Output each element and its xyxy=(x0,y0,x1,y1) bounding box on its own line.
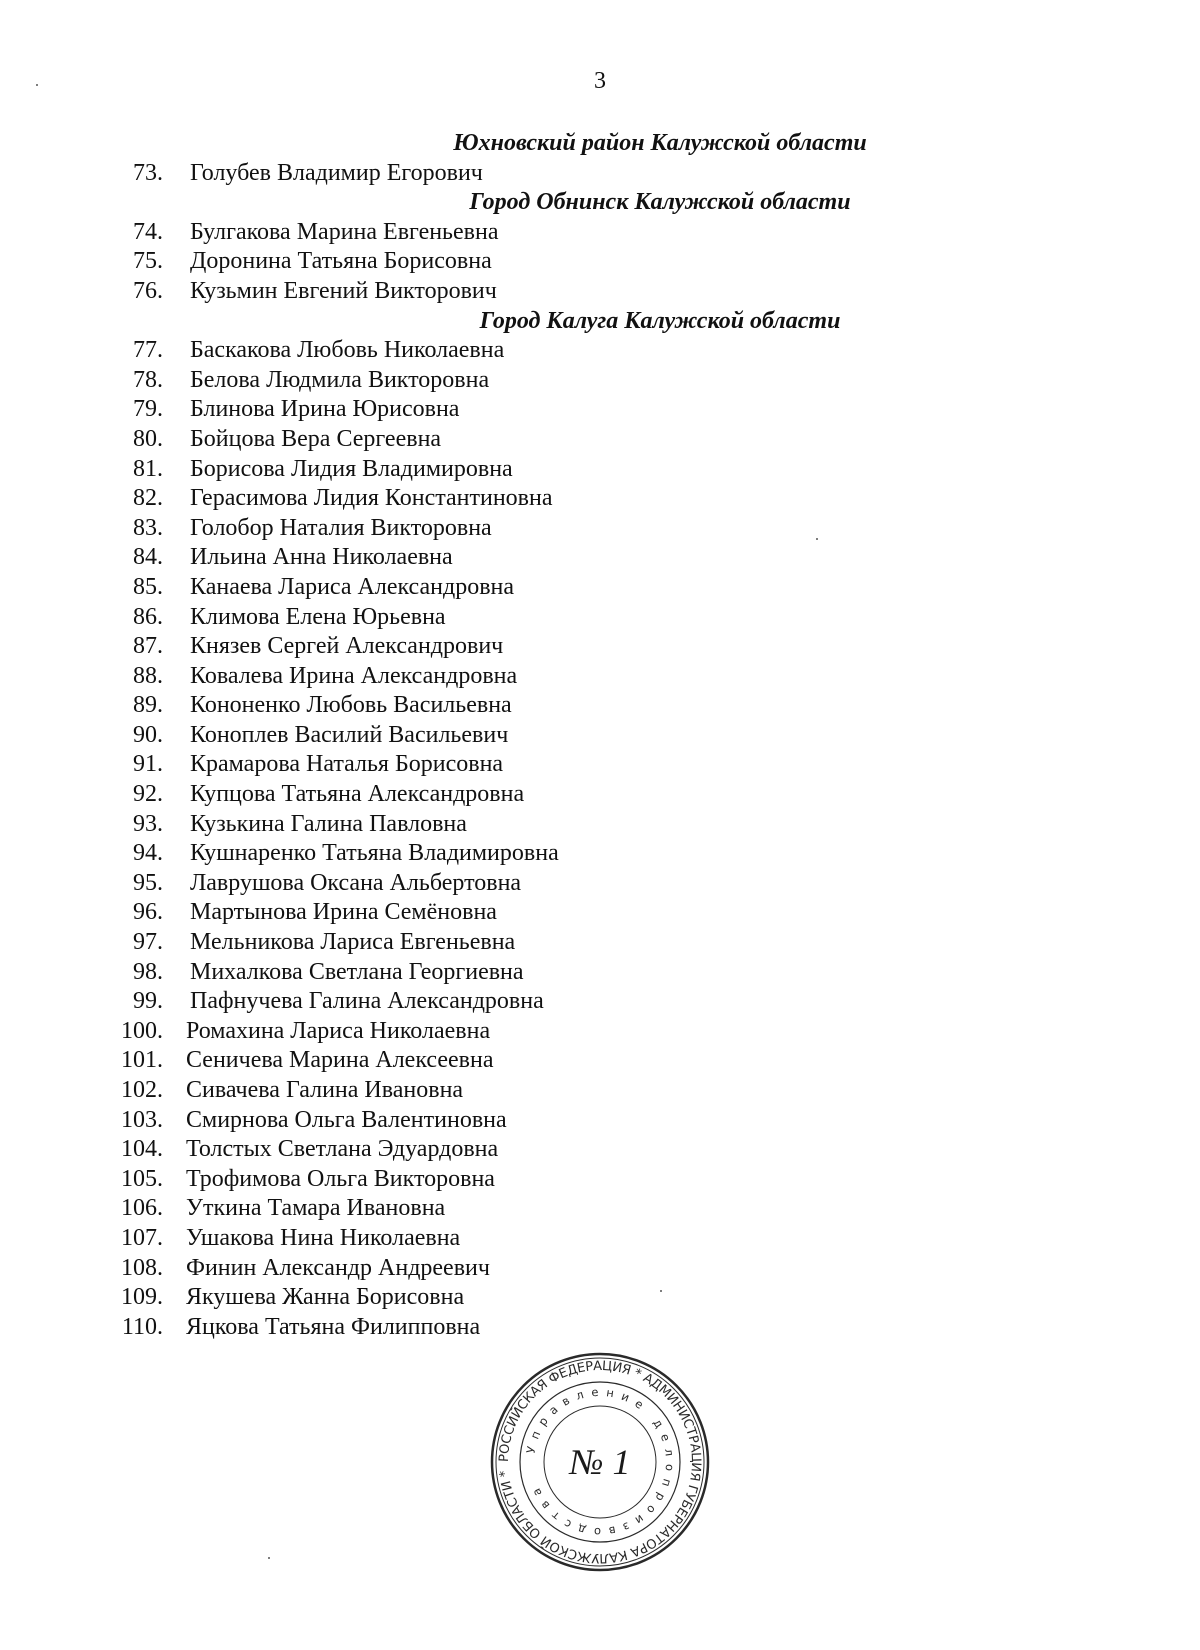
list-item xyxy=(0,1313,1200,1343)
seal-inner-text: Управление делопроизводства xyxy=(523,1384,678,1540)
list-item-name: Ковалева Ирина Александровна xyxy=(190,662,518,689)
list-item-name: Борисова Лидия Владимировна xyxy=(190,455,513,482)
list-item xyxy=(0,1283,1200,1313)
list-item-name: Кузьмин Евгений Викторович xyxy=(190,277,497,304)
list-item xyxy=(0,1046,1200,1076)
section-heading: Юхновский район Калужской области xyxy=(453,130,867,156)
list-item-number: 104. xyxy=(121,1136,163,1163)
list-item-number: 91. xyxy=(133,751,163,778)
list-item-name: Трофимова Ольга Викторовна xyxy=(186,1165,495,1192)
list-item-name: Кононенко Любовь Васильевна xyxy=(190,692,512,719)
list-item-name: Толстых Светлана Эдуардовна xyxy=(186,1136,499,1163)
list-item-name: Сивачева Галина Ивановна xyxy=(186,1077,464,1103)
official-seal xyxy=(488,1350,712,1574)
list-item-name: Голубев Владимир Егорович xyxy=(190,159,483,186)
list-item-name: Мартынова Ирина Семёновна xyxy=(190,899,497,926)
list-item xyxy=(0,247,1200,277)
list-item-number: 81. xyxy=(133,455,163,482)
list-item-number: 89. xyxy=(133,692,163,719)
list-item-number: 88. xyxy=(133,662,163,689)
list-item-number: 90. xyxy=(133,721,163,748)
list-item-name: Кузькина Галина Павловна xyxy=(190,810,467,837)
scan-speck xyxy=(660,1290,662,1292)
list-item xyxy=(0,336,1200,366)
list-item-name: Блинова Ирина Юрисовна xyxy=(190,396,460,423)
list-item-name: Яцкова Татьяна Филипповна xyxy=(186,1313,481,1340)
list-item xyxy=(0,780,1200,810)
list-item-number: 108. xyxy=(121,1254,163,1281)
list-item-name: Лаврушова Оксана Альбертовна xyxy=(190,869,522,896)
list-item xyxy=(0,395,1200,425)
list-item xyxy=(0,218,1200,248)
list-item-name: Якушева Жанна Борисовна xyxy=(186,1284,465,1311)
list-item-number: 79. xyxy=(133,396,163,423)
list-item xyxy=(0,987,1200,1017)
list-item-number: 80. xyxy=(133,425,163,452)
list-item xyxy=(0,1106,1200,1136)
list-item-number: 78. xyxy=(133,366,163,393)
list-item-number: 75. xyxy=(133,248,163,275)
list-item-name: Ромахина Лариса Николаевна xyxy=(186,1017,491,1044)
list-item-number: 73. xyxy=(133,159,163,186)
list-item-name: Сеничева Марина Алексеевна xyxy=(186,1047,494,1074)
list-item xyxy=(0,750,1200,780)
list-item-number: 84. xyxy=(133,544,163,571)
list-item xyxy=(0,277,1200,307)
list-item-name: Михалкова Светлана Георгиевна xyxy=(190,958,524,985)
list-item-number: 74. xyxy=(133,218,163,245)
list-item xyxy=(0,1165,1200,1195)
list-item-name: Голобор Наталия Викторовна xyxy=(190,514,492,541)
list-item-number: 95. xyxy=(133,869,163,896)
scan-speck xyxy=(36,84,38,86)
list-item-name: Финин Александр Андреевич xyxy=(186,1254,490,1281)
list-item-name: Канаева Лариса Александровна xyxy=(190,573,515,600)
list-item xyxy=(0,662,1200,692)
list-item-number: 101. xyxy=(121,1047,163,1074)
section-heading: Город Калуга Калужской области xyxy=(479,307,841,334)
list-item xyxy=(0,898,1200,928)
list-item xyxy=(0,1224,1200,1254)
list-item-name: Булгакова Марина Евгеньевна xyxy=(190,218,499,245)
list-item-number: 82. xyxy=(133,485,163,512)
list-item xyxy=(0,1194,1200,1224)
list-item-number: 106. xyxy=(121,1195,163,1222)
list-item-number: 92. xyxy=(133,781,163,808)
seal-graphic xyxy=(488,1350,712,1574)
list-item-name: Крамарова Наталья Борисовна xyxy=(190,751,504,778)
list-item-name: Уткина Тамара Ивановна xyxy=(186,1195,446,1222)
list-item xyxy=(0,632,1200,662)
scan-speck xyxy=(268,1557,270,1559)
list-item-name: Баскакова Любовь Николаевна xyxy=(190,337,505,364)
list-item xyxy=(0,928,1200,958)
list-item-name: Купцова Татьяна Александровна xyxy=(190,781,525,808)
list-item xyxy=(0,721,1200,751)
scan-speck xyxy=(816,538,818,540)
list-item xyxy=(0,839,1200,869)
list-item-number: 76. xyxy=(133,277,163,304)
list-item xyxy=(0,1017,1200,1047)
list-item xyxy=(0,1135,1200,1165)
list-item xyxy=(0,810,1200,840)
list-item-number: 103. xyxy=(121,1106,163,1133)
list-item-name: Ушакова Нина Николаевна xyxy=(186,1224,461,1251)
list-item xyxy=(0,159,1200,189)
list-item-number: 102. xyxy=(121,1077,163,1103)
list-item-number: 105. xyxy=(121,1165,163,1192)
list-item xyxy=(0,1076,1200,1106)
list-item-name: Доронина Татьяна Борисовна xyxy=(190,248,492,275)
nominee-list xyxy=(0,129,1200,1342)
list-item xyxy=(0,603,1200,633)
list-item-number: 100. xyxy=(121,1017,163,1044)
list-item-number: 86. xyxy=(133,603,163,630)
list-item-number: 83. xyxy=(133,514,163,541)
list-item-name: Герасимова Лидия Константиновна xyxy=(190,485,553,512)
list-item-name: Мельникова Лариса Евгеньевна xyxy=(190,929,516,956)
list-item xyxy=(0,1254,1200,1284)
page-number: 3 xyxy=(594,68,606,94)
list-item-number: 97. xyxy=(133,929,163,956)
list-item-name: Пафнучева Галина Александровна xyxy=(190,988,544,1015)
list-item xyxy=(0,869,1200,899)
list-item xyxy=(0,691,1200,721)
list-item-number: 107. xyxy=(121,1224,163,1251)
list-item xyxy=(0,455,1200,485)
list-item-number: 93. xyxy=(133,810,163,837)
list-item-number: 85. xyxy=(133,573,163,600)
list-item xyxy=(0,425,1200,455)
list-item-number: 99. xyxy=(133,988,163,1015)
list-item xyxy=(0,366,1200,396)
list-item-number: 110. xyxy=(121,1313,163,1340)
list-item-number: 109. xyxy=(121,1284,163,1311)
list-item-name: Белова Людмила Викторовна xyxy=(190,366,490,393)
seal-center-number: № 1 xyxy=(569,1442,631,1482)
list-item xyxy=(0,484,1200,514)
list-item xyxy=(0,958,1200,988)
list-item-name: Смирнова Ольга Валентиновна xyxy=(186,1106,507,1133)
list-item-name: Кушнаренко Татьяна Владимировна xyxy=(190,840,559,867)
list-item-number: 96. xyxy=(133,899,163,926)
list-item-name: Коноплев Василий Васильевич xyxy=(190,721,509,748)
list-item-name: Бойцова Вера Сергеевна xyxy=(190,425,442,452)
list-item xyxy=(0,514,1200,544)
list-item xyxy=(0,573,1200,603)
list-item-name: Князев Сергей Александрович xyxy=(190,633,504,660)
list-item-number: 77. xyxy=(133,337,163,364)
list-item-number: 87. xyxy=(133,633,163,660)
list-item-number: 98. xyxy=(133,958,163,985)
list-item-number: 94. xyxy=(133,840,163,867)
list-item-name: Климова Елена Юрьевна xyxy=(190,603,446,630)
seal-outer-text: РОССИЙСКАЯ ФЕДЕРАЦИЯ * АДМИНИСТРАЦИЯ ГУБЕРНАТОРА КАЛУЖСКОЙ ОБЛАСТИ * xyxy=(496,1358,704,1566)
section-heading: Город Обнинск Калужской области xyxy=(469,189,851,216)
list-item xyxy=(0,543,1200,573)
list-item-name: Ильина Анна Николаевна xyxy=(190,544,453,571)
